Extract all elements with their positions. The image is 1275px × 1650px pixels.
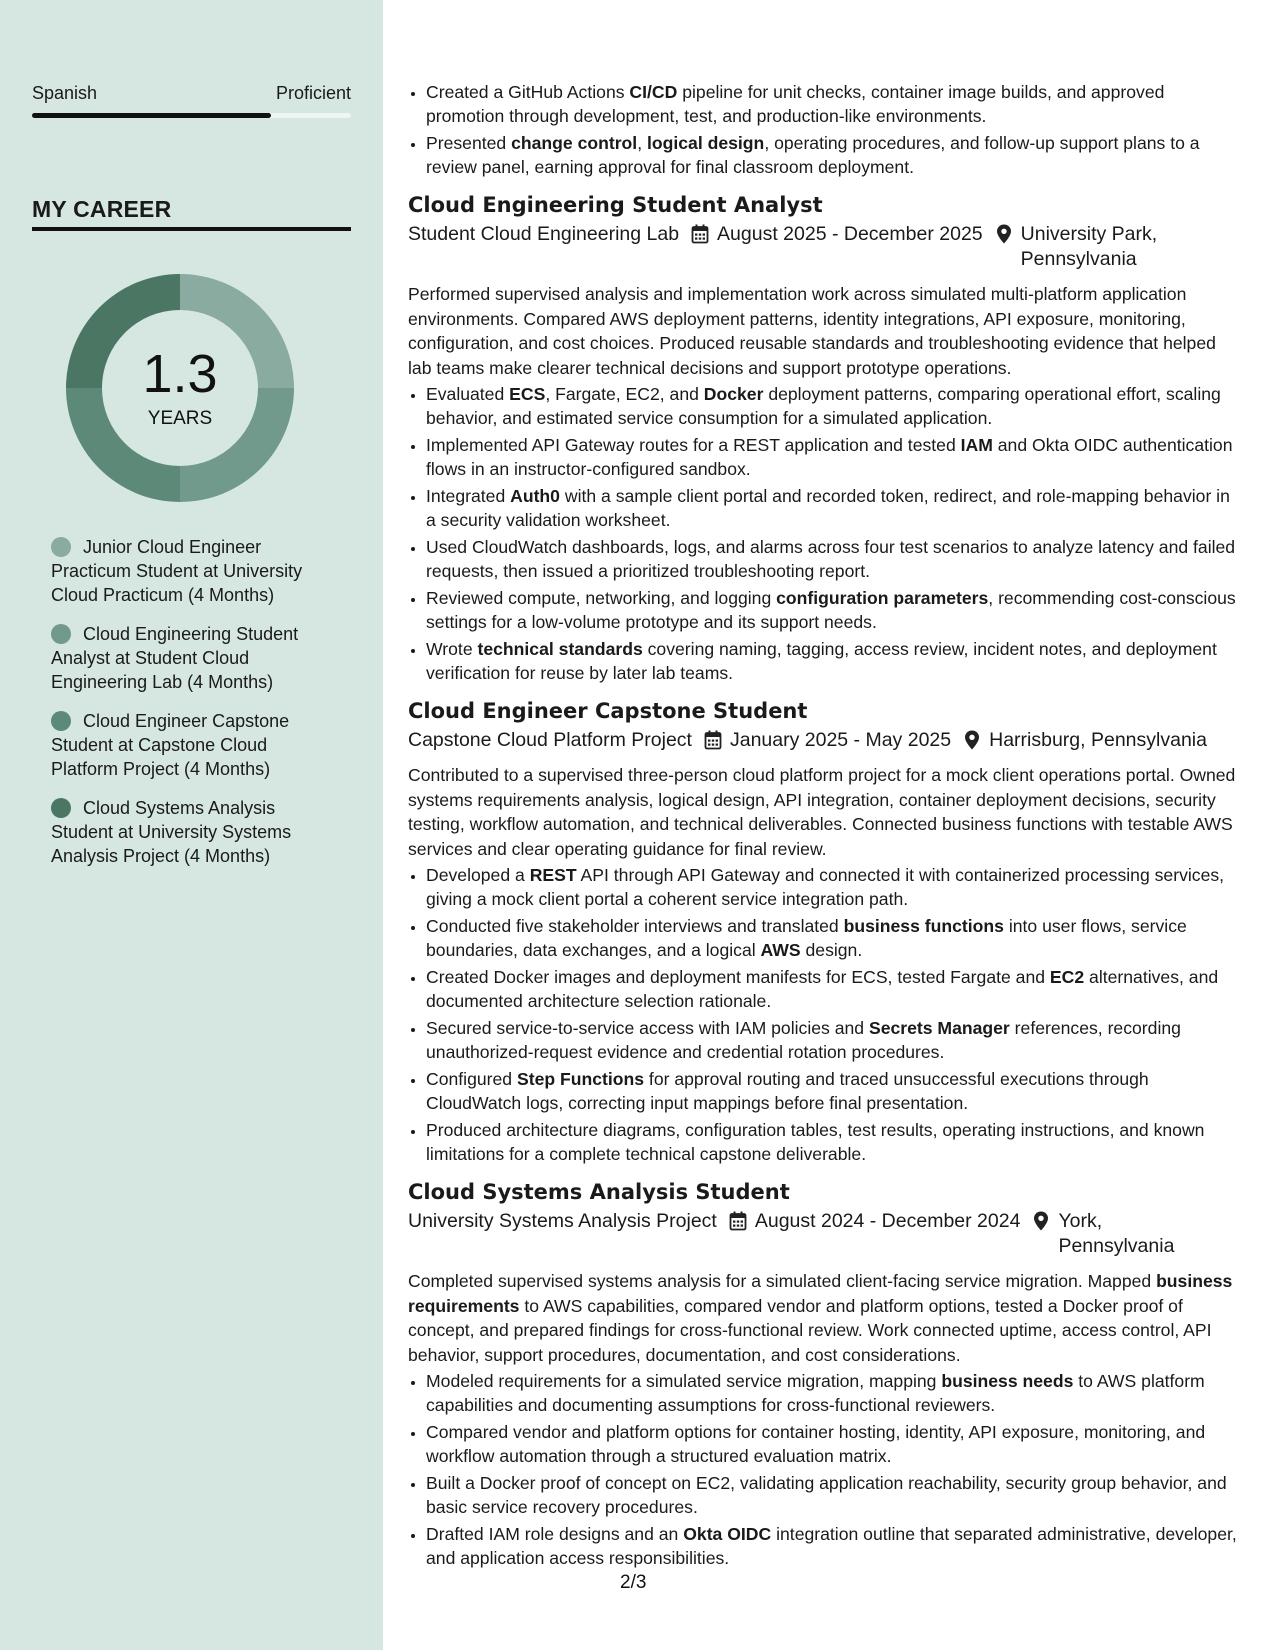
job-title: Cloud Engineer Capstone Student [408,699,808,723]
bullet-item: • Produced architecture diagrams, configuration tables, test results, operating instructions, and known limitations for a complete technical capstone deliverable. [426,1118,1240,1166]
job-location: Harrisburg, Pennsylvania [989,729,1207,751]
job-entry [408,1178,1240,1570]
job-meta [408,1209,1240,1259]
job-meta [408,222,1240,272]
donut-segment-2 [180,388,294,502]
job-dates: January 2025 - May 2025 [729,729,952,751]
career-item [51,709,331,781]
bullet-item: • Conducted five stakeholder interviews and translated business functions into user flows, service boundaries, data exchanges, and a logical AWS design. [426,914,1240,962]
career-dot-icon [51,798,71,818]
language-level: Proficient [275,83,351,103]
language-level-fill [32,113,271,118]
job-bullets [408,382,1240,685]
career-years-unit: YEARS [147,408,213,429]
job-dates: August 2024 - December 2024 [754,1210,1021,1232]
bullet-item: • Created Docker images and deployment manifests for ECS, tested Fargate and EC2 alternatives, and documented architecture selection rationale. [426,965,1240,1013]
career-dot-icon [51,537,71,557]
job-description: Completed supervised systems analysis for a simulated client-facing service migration. Mapped business requirements to AWS capabilities, compared vendor and platform options, tested a Docker proof of concept, and prepared findings for cross-functional review. Work connected uptime, access control, API behavior, support procedures, documentation, and cost considerations. [408,1271,1233,1365]
bullet-item: • Presented change control, logical design, operating procedures, and follow-up support plans to a review panel, earning approval for final classroom deployment. [426,131,1240,179]
language-level-bar [32,113,351,118]
career-list [51,535,331,883]
language-skill [32,81,351,118]
career-item-text: Junior Cloud Engineer Practicum Student at University Cloud Practicum (4 Months) [51,537,303,605]
career-item-text: Cloud Engineering Student Analyst at Student Cloud Engineering Lab (4 Months) [51,624,299,692]
bullet-item: • Created a GitHub Actions CI/CD pipeline for unit checks, container image builds, and approved promotion through development, test, and production-like environments. [426,80,1240,128]
career-item [51,535,331,607]
job-location: University Park, Pennsylvania [1020,223,1158,270]
job-dates: August 2025 - December 2025 [717,223,983,245]
job-organization: University Systems Analysis Project [408,1210,717,1232]
location-pin-icon [963,730,981,750]
bullet-item: • Integrated Auth0 with a sample client portal and recorded token, redirect, and role-mapping behavior in a security validation worksheet. [426,484,1240,532]
bullet-item: • Configured Step Functions for approval routing and traced unsuccessful executions through CloudWatch logs, correcting input mappings before final presentation. [426,1067,1240,1115]
bullet-item: • Modeled requirements for a simulated service migration, mapping business needs to AWS platform capabilities and documenting assumptions for cross-functional reviewers. [426,1369,1240,1417]
calendar-icon [704,730,722,750]
location-pin-icon [995,224,1013,244]
job-meta [408,728,1240,753]
donut-segment-3 [66,388,180,502]
career-donut-chart [66,274,294,502]
bullet-item: • Implemented API Gateway routes for a REST application and tested IAM and Okta OIDC authentication flows in an instructor-configured sandbox. [426,433,1240,481]
bullet-item: • Drafted IAM role designs and an Okta OIDC integration outline that separated administrative, developer, and application access responsibilities. [426,1522,1240,1570]
bullet-item: • Used CloudWatch dashboards, logs, and alarms across four test scenarios to analyze latency and failed requests, then issued a prioritized troubleshooting report. [426,535,1240,583]
previous-job-bullets [408,80,1240,179]
job-title: Cloud Systems Analysis Student [408,1180,790,1204]
job-entry [408,191,1240,685]
job-description: Contributed to a supervised three-person cloud platform project for a mock client operations portal. Owned systems requirements analysis, logical design, API integration, container deployment decisions, security testing, workflow automation, and technical deliverables. Connected business functions with testable AWS services and clear operating guidance for final review. [408,765,1236,859]
career-dot-icon [51,624,71,644]
job-organization: Capstone Cloud Platform Project [408,729,692,751]
experience-section [408,80,1240,1573]
career-item-text: Cloud Systems Analysis Student at University Systems Analysis Project (4 Months) [51,798,292,866]
career-item [51,796,331,868]
job-bullets [408,863,1240,1166]
career-item-text: Cloud Engineer Capstone Student at Capstone Cloud Platform Project (4 Months) [51,711,290,779]
career-years-value: 1.3 [142,344,218,404]
bullet-item: • Wrote technical standards covering naming, tagging, access review, incident notes, and deployment verification for reuse by later lab teams. [426,637,1240,685]
bullet-item: • Reviewed compute, networking, and logging configuration parameters, recommending cost-conscious settings for a low-volume prototype and its support needs. [426,586,1240,634]
job-description: Performed supervised analysis and implementation work across simulated multi-platform application environments. Compared AWS deployment patterns, identity integrations, API exposure, monitoring, configuration, and cost choices. Produced reusable standards and troubleshooting evidence that helped lab teams make clearer technical decisions and support prototype operations. [408,284,1216,378]
bullet-item: • Compared vendor and platform options for container hosting, identity, API exposure, monitoring, and workflow automation through a structured evaluation matrix. [426,1420,1240,1468]
career-section-title: MY CAREER [32,196,351,231]
page-number: 2/3 [620,1572,647,1593]
job-location: York, Pennsylvania [1058,1210,1175,1257]
bullet-item: • Secured service-to-service access with IAM policies and Secrets Manager references, recording unauthorized-request evidence and credential rotation procedures. [426,1016,1240,1064]
bullet-item: • Evaluated ECS, Fargate, EC2, and Docker deployment patterns, comparing operational effort, scaling behavior, and estimated service consumption for a simulated application. [426,382,1240,430]
bullet-item: • Built a Docker proof of concept on EC2, validating application reachability, security group behavior, and basic service recovery procedures. [426,1471,1240,1519]
job-bullets [408,1369,1240,1570]
job-title: Cloud Engineering Student Analyst [408,193,823,217]
sidebar [0,0,383,1650]
job-entry [408,697,1240,1166]
bullet-item: • Developed a REST API through API Gateway and connected it with containerized processing services, giving a mock client portal a coherent service integration path. [426,863,1240,911]
calendar-icon [729,1211,747,1231]
job-organization: Student Cloud Engineering Lab [408,223,680,245]
calendar-icon [691,224,709,244]
career-dot-icon [51,711,71,731]
language-name: Spanish [32,83,98,103]
location-pin-icon [1032,1211,1050,1231]
career-item [51,622,331,694]
